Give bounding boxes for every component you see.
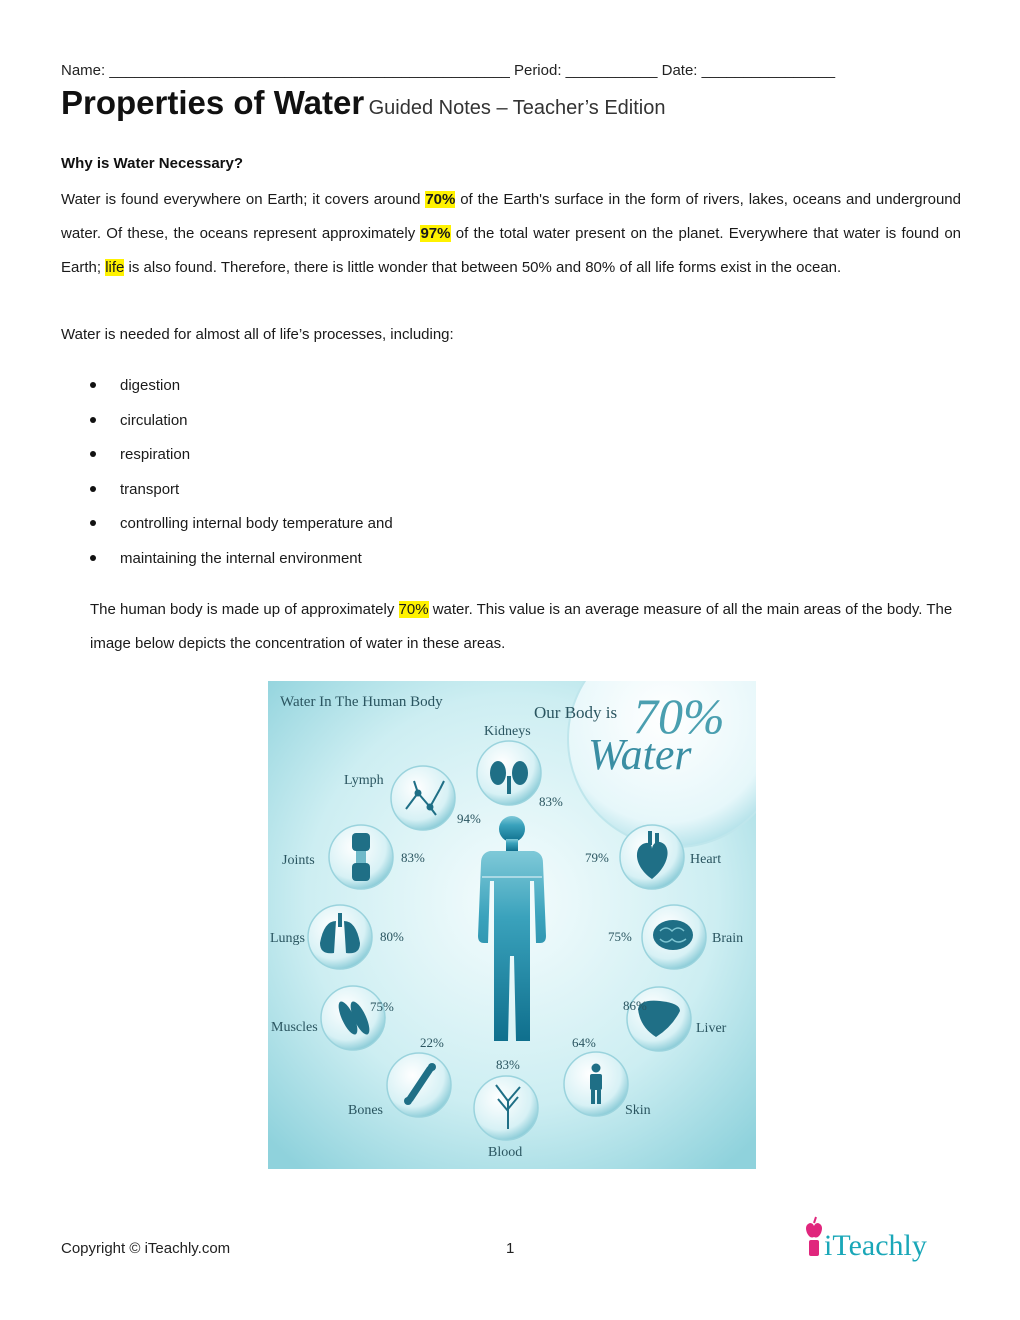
liver-pct: 86%	[623, 998, 647, 1013]
page-title	[61, 84, 665, 122]
lymph-label: Lymph	[344, 773, 384, 788]
bones-label: Bones	[348, 1103, 383, 1118]
joints-label: Joints	[282, 853, 315, 868]
section-heading: Why is Water Necessary?	[61, 155, 244, 172]
highlight-70-body: 70%	[398, 601, 429, 618]
liver-label: Liver	[696, 1021, 727, 1036]
badge-line2: Water	[588, 730, 692, 779]
list-item: controlling internal body temperature and	[90, 509, 393, 544]
skin-label: Skin	[625, 1103, 651, 1118]
title-sub: Guided Notes – Teacher’s Edition	[368, 97, 666, 119]
bullet-icon	[90, 486, 96, 492]
infographic-title: Water In The Human Body	[280, 694, 443, 710]
title-main: Properties of Water	[61, 84, 365, 121]
apple-icon	[806, 1217, 822, 1256]
joints-pct: 83%	[401, 850, 425, 865]
badge-percent: 70%	[633, 688, 725, 744]
processes-list	[90, 371, 393, 579]
bones-pct: 22%	[420, 1035, 444, 1050]
bullet-icon	[90, 451, 96, 457]
iteachly-logo	[800, 1213, 965, 1263]
blood-label: Blood	[488, 1145, 523, 1160]
highlight-life: life	[105, 259, 125, 276]
lymph-pct: 94%	[457, 811, 481, 826]
name-label: Name:	[61, 62, 106, 79]
bullet-icon	[90, 417, 96, 423]
water-body-infographic	[268, 681, 756, 1169]
date-label: Date:	[661, 62, 698, 79]
bullet-icon	[90, 382, 96, 388]
p1-text-b: of the Earth's surface in the form of rivers, lakes, oceans and underground water. Of these, the oceans represent approximately	[61, 191, 961, 242]
muscles-label: Muscles	[271, 1020, 318, 1035]
brain-label: Brain	[712, 931, 744, 946]
p3-text-a: The human body is made up of approximately	[90, 601, 399, 618]
p1-text-d: is also found. Therefore, there is little wonder that between 50% and 80% of all life forms exist in the ocean.	[124, 259, 842, 276]
student-info-line	[61, 62, 961, 79]
highlight-70-earth: 70%	[425, 191, 456, 208]
list-item: digestion	[90, 371, 393, 406]
bullet-icon	[90, 555, 96, 561]
copyright: Copyright © iTeachly.com	[61, 1240, 231, 1257]
page-number: 1	[506, 1240, 515, 1257]
bullet-icon	[90, 520, 96, 526]
p1-text-a: Water is found everywhere on Earth; it covers around	[61, 191, 426, 208]
kidneys-pct: 83%	[539, 794, 563, 809]
heart-pct: 79%	[585, 850, 609, 865]
list-item: circulation	[90, 406, 393, 441]
name-blank: ________________________________________________	[109, 62, 510, 79]
period-label: Period:	[513, 62, 562, 79]
kidneys-label: Kidneys	[484, 724, 531, 739]
lungs-pct: 80%	[380, 929, 404, 944]
logo-text: iTeachly	[824, 1229, 927, 1262]
highlight-97-oceans: 97%	[420, 225, 451, 242]
p3-text-b: water. This value is an average measure of all the main areas of the body. The image below depicts the concentration of water in these areas.	[90, 601, 953, 652]
list-item: maintaining the internal environment	[90, 544, 393, 579]
processes-intro: Water is needed for almost all of life’s processes, including:	[61, 326, 454, 343]
list-item: respiration	[90, 440, 393, 475]
heart-label: Heart	[690, 852, 722, 867]
p1-text-c: of the total water present on the planet. Everywhere that water is found on Earth;	[61, 225, 962, 276]
skin-pct: 64%	[572, 1035, 596, 1050]
lungs-label: Lungs	[270, 931, 305, 946]
brain-icon	[653, 920, 693, 950]
list-item: transport	[90, 475, 393, 510]
intro-paragraph	[61, 183, 961, 285]
date-blank: ________________	[701, 62, 836, 79]
body-water-paragraph	[90, 593, 960, 661]
period-blank: ___________	[565, 62, 658, 79]
muscles-pct: 75%	[370, 999, 394, 1014]
badge-line1: Our Body is	[534, 703, 618, 722]
blood-pct: 83%	[496, 1057, 520, 1072]
brain-pct: 75%	[608, 929, 632, 944]
